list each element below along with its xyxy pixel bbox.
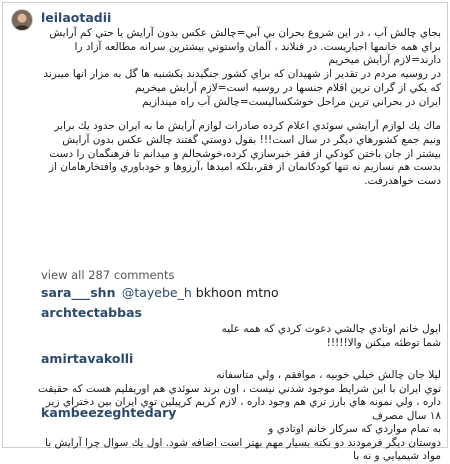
comment-inline-text: [122, 285, 279, 300]
caption-paragraph: بجاي چالش آب ، در اين شروع بحران بي آبي=چالش عکس بدون آرايش يا حتي کم آرايش براي همه خانمها اجباريست. در فنلاند ، آلمان واستوني بيشترين سرانه مطالعه آزاد را دارند=لازم آرايش ميخريم: [46, 27, 441, 67]
comment-username[interactable]: kambeezeghtedary: [41, 405, 177, 420]
comment-line: به تمام مواردي كه سركار خانم اوتادي و: [268, 423, 441, 435]
comment-line: ايول خانم اوتادي چالشي دعوت كردي كه همه عليه: [221, 323, 441, 335]
avatar-photo-icon: [12, 10, 32, 30]
caption-paragraph: ايران در بحراني ترين مراحل خوشکساليست=چالش آب راه ميندازيم: [141, 95, 441, 108]
comment-line: ليلا جان چالش خيلي خوبيه ، موافقم ، ولي متاسفانه: [216, 369, 441, 381]
comment-username[interactable]: archtectabbas: [41, 305, 142, 320]
comment-line: شما توطئه ميكنن والا!!!!!: [326, 336, 441, 349]
caption-username[interactable]: leilaotadii: [41, 10, 112, 25]
comment-username[interactable]: amirtavakolli: [41, 351, 134, 366]
comment-text: bkhoon mtno: [195, 285, 279, 300]
user-avatar[interactable]: [11, 9, 33, 31]
comments-panel: [2, 2, 448, 463]
comment-header: [41, 285, 279, 301]
comment-line: دوستان ديگر فرمودند دو نكته بسيار مهم بهتر است اضافه شود. اول يك سوال چرا آرايش با مواد شيميايي و نه با: [41, 436, 441, 463]
comment-body: [37, 323, 441, 350]
comment-body: [37, 423, 441, 464]
caption-paragraph: در روسيه مردم در تقدير از شهيدان که براي کشور جنگيدند يکشنبه ها گل به مزار انها ميبرند که يکي از گران ترين اقلام جنسها در روسيه است=لازم آرايش ميخريم: [40, 68, 441, 94]
caption-text: [37, 27, 441, 189]
view-all-comments-link[interactable]: view all 287 comments: [41, 268, 175, 282]
comment-line: توي ايران با اين شرايط موجود شدني نيست ، اون برند سوئدي هم اوريفليم هست كه حقيقت داره ، ولي نمونه هاي بارز تري هم وجود داره ، لازم كريم كرپيلين توي ايران بين دختراي زير ١٨ سال مصرف: [34, 382, 441, 423]
comment-username[interactable]: sara___shn: [41, 285, 116, 300]
caption-paragraph: ماك يك لوازم آرايشي سوئدي اعلام كرده صادرات لوازم آرايش ما به ايران حدود يك برابر ونيم جمع كشورهاي ديگر در سال است!!! بقول دوستي گفتند چالش عكس بدون آرايش بيشتر از جان باختن كودكي از فقر خبرسازي كرده،خوشحالم و ميدانم تا فرهنگمان را دست بدست هم نسازيم نه تنها كودكانمان از فقر،بلكه اميدها ،آرزوها و خودباوري وافتخارهامان از دست خواهدرفت.: [45, 120, 441, 188]
comment-mention[interactable]: @tayebe_h: [121, 285, 192, 300]
